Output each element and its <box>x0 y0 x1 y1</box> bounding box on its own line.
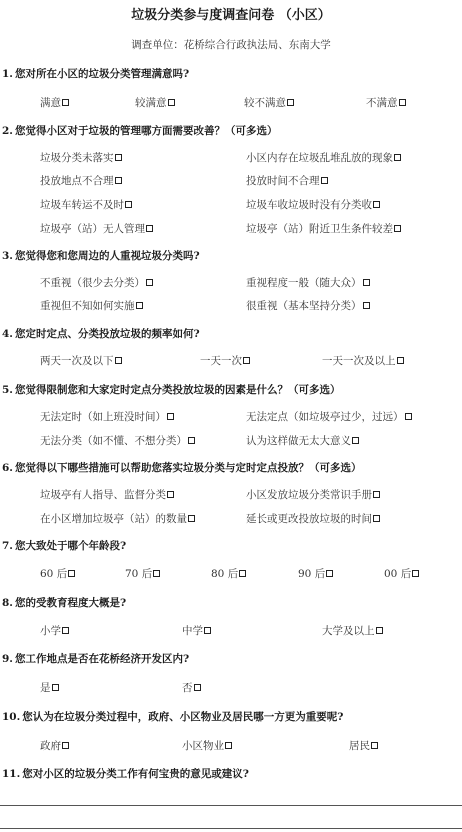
q6-option-1[interactable]: 垃圾亭有人指导、监督分类 <box>40 487 174 502</box>
checkbox[interactable] <box>373 515 380 522</box>
q9-option-2[interactable]: 否 <box>182 680 201 695</box>
checkbox[interactable] <box>136 302 143 309</box>
q1-option-1[interactable]: 满意 <box>40 95 69 110</box>
question-6: 6. 您觉得以下哪些措施可以帮助您落实垃圾分类与定时定点投放？（可多选） <box>2 462 362 474</box>
q6-option-3[interactable]: 在小区增加垃圾亭（站）的数量 <box>40 511 195 526</box>
checkbox[interactable] <box>62 99 69 106</box>
checkbox[interactable] <box>412 570 419 577</box>
q8-option-2[interactable]: 中学 <box>182 623 211 638</box>
checkbox[interactable] <box>68 570 75 577</box>
checkbox[interactable] <box>167 413 174 420</box>
checkbox[interactable] <box>62 742 69 749</box>
q3-option-1[interactable]: 不重视（很少去分类） <box>40 275 153 290</box>
checkbox[interactable] <box>146 225 153 232</box>
checkbox[interactable] <box>352 437 359 444</box>
q5-option-2[interactable]: 无法定点（如垃圾亭过少，过远） <box>246 409 412 424</box>
checkbox[interactable] <box>239 570 246 577</box>
checkbox[interactable] <box>376 627 383 634</box>
q5-option-4[interactable]: 认为这样做无太大意义 <box>246 433 359 448</box>
checkbox[interactable] <box>363 279 370 286</box>
q10-option-2[interactable]: 小区物业 <box>182 738 232 753</box>
q7-option-4[interactable]: 90 后 <box>298 566 333 581</box>
question-4: 4. 您定时定点、分类投放垃圾的频率如何? <box>2 328 200 340</box>
checkbox[interactable] <box>115 177 122 184</box>
checkbox[interactable] <box>373 491 380 498</box>
survey-subtitle: 调查单位：花桥综合行政执法局、东南大学 <box>131 39 331 51</box>
checkbox[interactable] <box>204 627 211 634</box>
checkbox[interactable] <box>188 515 195 522</box>
q2-option-2[interactable]: 小区内存在垃圾乱堆乱放的现象 <box>246 150 401 165</box>
q6-option-2[interactable]: 小区发放垃圾分类常识手册 <box>246 487 380 502</box>
checkbox[interactable] <box>225 742 232 749</box>
checkbox[interactable] <box>194 684 201 691</box>
q1-option-2[interactable]: 较满意 <box>135 95 175 110</box>
checkbox[interactable] <box>243 357 250 364</box>
checkbox[interactable] <box>153 570 160 577</box>
q4-option-1[interactable]: 两天一次及以下 <box>40 353 122 368</box>
question-11: 11. 您对小区的垃圾分类工作有何宝贵的意见或建议? <box>2 768 249 780</box>
q2-option-6[interactable]: 垃圾车收垃圾时没有分类收 <box>246 197 380 212</box>
q2-option-8[interactable]: 垃圾亭（站）附近卫生条件较差 <box>246 221 401 236</box>
answer-line-2[interactable] <box>0 828 462 829</box>
q2-option-5[interactable]: 垃圾车转运不及时 <box>40 197 132 212</box>
q3-option-3[interactable]: 重视但不知如何实施 <box>40 298 143 313</box>
q4-option-3[interactable]: 一天一次及以上 <box>322 353 404 368</box>
survey-title: 垃圾分类参与度调查问卷 （小区） <box>131 8 331 23</box>
q7-option-5[interactable]: 00 后 <box>384 566 419 581</box>
q5-option-3[interactable]: 无法分类（如不懂、不想分类） <box>40 433 195 448</box>
checkbox[interactable] <box>167 491 174 498</box>
checkbox[interactable] <box>168 99 175 106</box>
q5-option-1[interactable]: 无法定时（如上班没时间） <box>40 409 174 424</box>
answer-line-1[interactable] <box>0 805 462 806</box>
checkbox[interactable] <box>115 154 122 161</box>
checkbox[interactable] <box>146 279 153 286</box>
checkbox[interactable] <box>399 99 406 106</box>
q2-option-7[interactable]: 垃圾亭（站）无人管理 <box>40 221 153 236</box>
question-8: 8. 您的受教育程度大概是? <box>2 597 127 609</box>
checkbox[interactable] <box>188 437 195 444</box>
q2-option-4[interactable]: 投放时间不合理 <box>246 173 328 188</box>
checkbox[interactable] <box>371 742 378 749</box>
checkbox[interactable] <box>287 99 294 106</box>
checkbox[interactable] <box>394 225 401 232</box>
question-1: 1. 您对所在小区的垃圾分类管理满意吗? <box>2 68 190 80</box>
q6-option-4[interactable]: 延长或更改投放垃圾的时间 <box>246 511 380 526</box>
checkbox[interactable] <box>52 684 59 691</box>
question-2: 2. 您觉得小区对于垃圾的管理哪方面需要改善？（可多选） <box>2 125 278 137</box>
checkbox[interactable] <box>125 201 132 208</box>
q7-option-3[interactable]: 80 后 <box>211 566 246 581</box>
question-9: 9. 您工作地点是否在花桥经济开发区内? <box>2 653 190 665</box>
q8-option-3[interactable]: 大学及以上 <box>322 623 383 638</box>
question-10: 10. 您认为在垃圾分类过程中，政府、小区物业及居民哪一方更为重要呢? <box>2 711 344 723</box>
q2-option-1[interactable]: 垃圾分类未落实 <box>40 150 122 165</box>
checkbox[interactable] <box>363 302 370 309</box>
q7-option-1[interactable]: 60 后 <box>40 566 75 581</box>
checkbox[interactable] <box>397 357 404 364</box>
checkbox[interactable] <box>62 627 69 634</box>
question-7: 7. 您大致处于哪个年龄段? <box>2 540 127 552</box>
q8-option-1[interactable]: 小学 <box>40 623 69 638</box>
checkbox[interactable] <box>405 413 412 420</box>
q3-option-4[interactable]: 很重视（基本坚持分类） <box>246 298 370 313</box>
question-5: 5. 您觉得限制您和大家定时定点分类投放垃圾的因素是什么？（可多选） <box>2 384 341 396</box>
q2-option-3[interactable]: 投放地点不合理 <box>40 173 122 188</box>
q9-option-1[interactable]: 是 <box>40 680 59 695</box>
q3-option-2[interactable]: 重视程度一般（随大众） <box>246 275 370 290</box>
checkbox[interactable] <box>321 177 328 184</box>
checkbox[interactable] <box>373 201 380 208</box>
q4-option-2[interactable]: 一天一次 <box>200 353 250 368</box>
question-3: 3. 您觉得您和您周边的人重视垃圾分类吗? <box>2 250 200 262</box>
q10-option-1[interactable]: 政府 <box>40 738 69 753</box>
q10-option-3[interactable]: 居民 <box>349 738 378 753</box>
q1-option-3[interactable]: 较不满意 <box>244 95 294 110</box>
q1-option-4[interactable]: 不满意 <box>366 95 406 110</box>
q7-option-2[interactable]: 70 后 <box>125 566 160 581</box>
checkbox[interactable] <box>326 570 333 577</box>
checkbox[interactable] <box>394 154 401 161</box>
checkbox[interactable] <box>115 357 122 364</box>
